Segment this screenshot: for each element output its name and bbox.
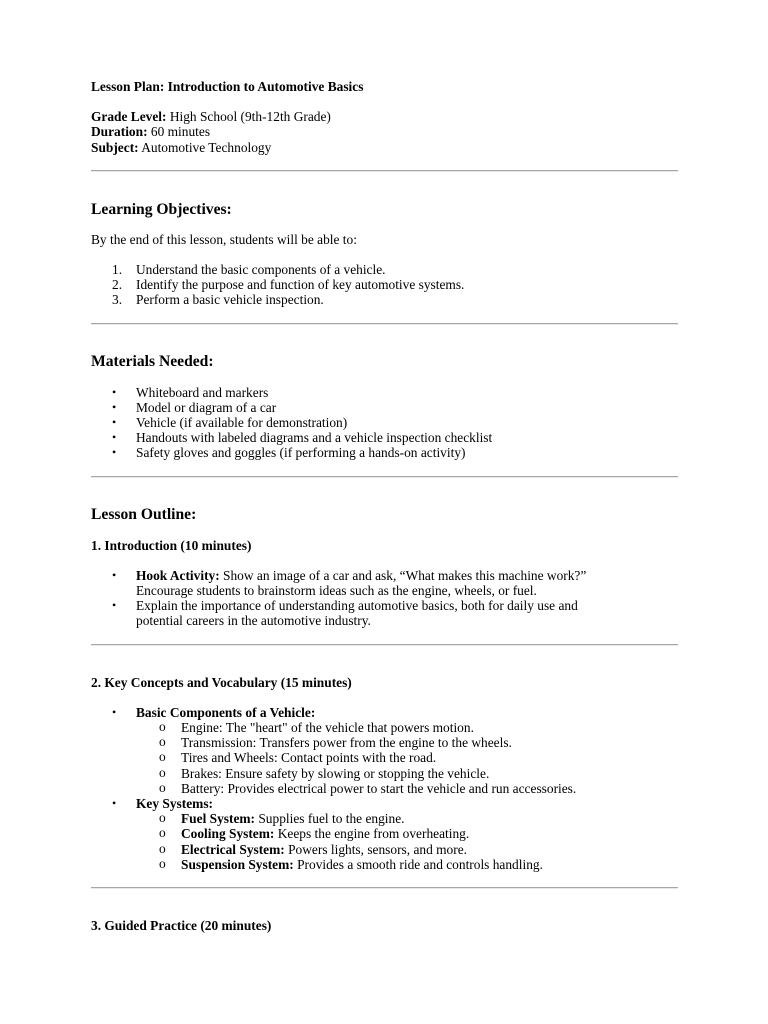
introduction-heading: 1. Introduction (10 minutes) — [91, 537, 252, 553]
bullet-icon: • — [112, 430, 117, 445]
sublist-item-text: Powers lights, sensors, and more. — [284, 841, 467, 857]
materials-list — [91, 385, 678, 461]
list-item-text: Handouts with labeled diagrams and a vehicle inspection checklist — [136, 430, 493, 446]
sublist-item-text: Supplies fuel to the engine. — [255, 811, 405, 827]
circle-bullet-icon: o — [159, 810, 166, 826]
list-item — [91, 430, 678, 445]
sublist-item — [136, 766, 678, 781]
section-divider — [91, 887, 678, 889]
sublist-item-text: Provides a smooth ride and controls handling. — [293, 856, 543, 872]
list-item-label: Key Systems: — [136, 796, 213, 812]
document-title: Lesson Plan: Introduction to Automotive Basics — [91, 79, 364, 94]
list-item — [91, 262, 678, 277]
objectives-intro: By the end of this lesson, students will be able to: — [91, 231, 357, 247]
meta-label: Subject: — [91, 139, 139, 155]
systems-sublist — [136, 811, 678, 872]
circle-bullet-icon: o — [159, 734, 166, 750]
list-item — [91, 568, 678, 598]
list-item-label: Hook Activity: — [136, 567, 220, 583]
sublist-item-label: Fuel System: — [181, 811, 256, 827]
section-divider — [91, 170, 678, 172]
meta-label: Duration: — [91, 124, 148, 140]
circle-bullet-icon: o — [159, 840, 166, 856]
sublist-item-text: Battery: Provides electrical power to start the vehicle and run accessories. — [181, 780, 577, 796]
bullet-icon: • — [112, 567, 117, 582]
list-item-text: Understand the basic components of a vehicle. — [136, 262, 386, 278]
list-item-text: potential careers in the automotive industry. — [136, 613, 371, 629]
list-item-text: Identify the purpose and function of key automotive systems. — [136, 277, 465, 293]
materials-needed-heading: Materials Needed: — [91, 352, 214, 370]
circle-bullet-icon: o — [159, 749, 166, 765]
list-item-text: Explain the importance of understanding automotive basics, both for daily use and — [136, 598, 578, 614]
sublist-item — [136, 720, 678, 735]
list-number: 3. — [112, 292, 123, 308]
sublist-item-text: Brakes: Ensure safety by slowing or stopping the vehicle. — [181, 765, 490, 781]
key-concepts-heading: 2. Key Concepts and Vocabulary (15 minutes) — [91, 674, 352, 690]
list-item — [91, 598, 678, 628]
lesson-plan-document — [91, 79, 678, 933]
sublist-item — [136, 735, 678, 750]
sublist-item-label: Electrical System: — [181, 841, 285, 857]
lesson-outline-heading: Lesson Outline: — [91, 505, 197, 523]
circle-bullet-icon: o — [159, 779, 166, 795]
meta-value: Automotive Technology — [138, 139, 272, 155]
meta-value: 60 minutes — [147, 124, 211, 140]
sublist-item — [136, 826, 678, 841]
list-item — [91, 445, 678, 460]
introduction-list — [91, 568, 678, 629]
section-divider — [91, 644, 678, 646]
section-divider — [91, 476, 678, 478]
list-item — [91, 385, 678, 400]
meta-grade-level — [91, 109, 678, 124]
sublist-item-label: Cooling System: — [181, 826, 275, 842]
sublist-item-text: Keeps the engine from overheating. — [274, 826, 470, 842]
list-item-text: Encourage students to brainstorm ideas such as the engine, wheels, or fuel. — [136, 583, 537, 599]
guided-practice-heading: 3. Guided Practice (20 minutes) — [91, 918, 272, 934]
list-item — [91, 705, 678, 796]
list-item — [91, 277, 678, 292]
list-number: 2. — [112, 277, 123, 293]
meta-subject — [91, 140, 678, 155]
list-item — [91, 400, 678, 415]
list-item-text: Model or diagram of a car — [136, 399, 277, 415]
sublist-item-text: Engine: The "heart" of the vehicle that powers motion. — [181, 720, 474, 736]
objectives-list — [91, 262, 678, 308]
circle-bullet-icon: o — [159, 825, 166, 841]
sublist-item — [136, 781, 678, 796]
bullet-icon: • — [112, 598, 117, 613]
sublist-item-label: Suspension System: — [181, 856, 294, 872]
bullet-icon: • — [112, 399, 117, 414]
list-item-text: Show an image of a car and ask, “What makes this machine work?” — [219, 567, 587, 583]
list-item-text: Whiteboard and markers — [136, 384, 269, 400]
circle-bullet-icon: o — [159, 764, 166, 780]
section-divider — [91, 323, 678, 325]
meta-duration — [91, 124, 678, 139]
list-item-label: Basic Components of a Vehicle: — [136, 704, 316, 720]
lesson-meta — [91, 109, 678, 155]
list-item — [91, 292, 678, 307]
bullet-icon: • — [112, 384, 117, 399]
bullet-icon: • — [112, 415, 117, 430]
sublist-item-text: Tires and Wheels: Contact points with the road. — [181, 750, 437, 766]
learning-objectives-heading: Learning Objectives: — [91, 200, 232, 218]
bullet-icon: • — [112, 704, 117, 719]
list-item-text: Perform a basic vehicle inspection. — [136, 292, 324, 308]
key-concepts-list — [91, 705, 678, 872]
sublist-item — [136, 750, 678, 765]
list-item — [91, 796, 678, 872]
meta-label: Grade Level: — [91, 109, 167, 125]
list-item-text: Vehicle (if available for demonstration) — [136, 415, 348, 431]
list-number: 1. — [112, 262, 123, 278]
components-sublist — [136, 720, 678, 796]
bullet-icon: • — [112, 796, 117, 811]
list-item-text: Safety gloves and goggles (if performing a hands-on activity) — [136, 445, 466, 461]
sublist-item-text: Transmission: Transfers power from the engine to the wheels. — [181, 735, 512, 751]
sublist-item — [136, 842, 678, 857]
circle-bullet-icon: o — [159, 719, 166, 735]
bullet-icon: • — [112, 445, 117, 460]
circle-bullet-icon: o — [159, 855, 166, 871]
list-item — [91, 415, 678, 430]
sublist-item — [136, 811, 678, 826]
meta-value: High School (9th-12th Grade) — [166, 109, 331, 125]
sublist-item — [136, 857, 678, 872]
